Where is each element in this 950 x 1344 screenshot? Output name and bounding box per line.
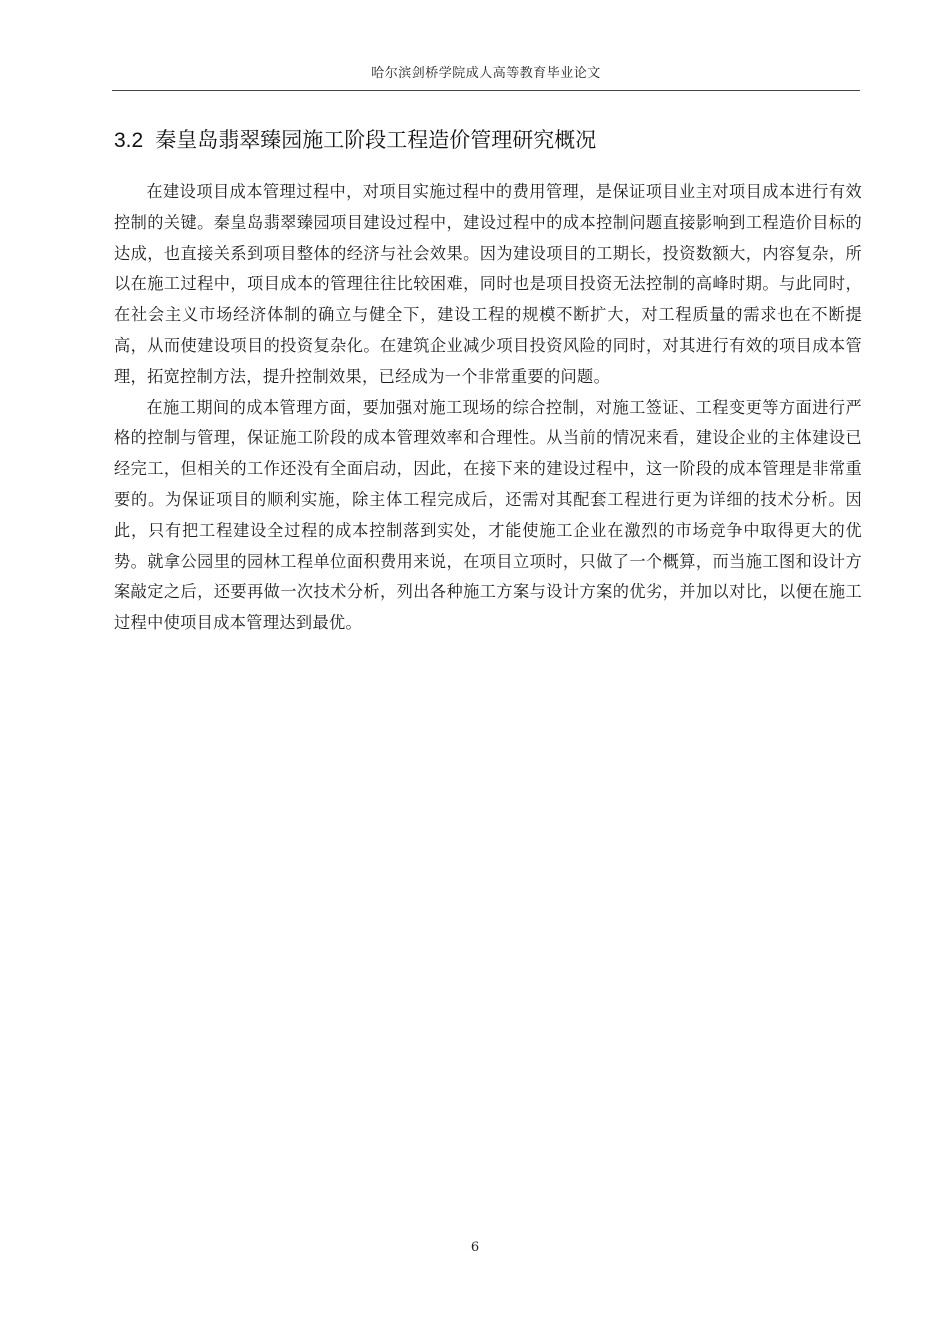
section-number: 3.2 bbox=[114, 129, 144, 152]
section-title: 秦皇岛翡翠臻园施工阶段工程造价管理研究概况 bbox=[155, 128, 597, 152]
main-content bbox=[114, 118, 862, 639]
running-title: 哈尔滨剑桥学院成人高等教育毕业论文 bbox=[371, 66, 601, 81]
body-paragraph: 在建设项目成本管理过程中，对项目实施过程中的费用管理，是保证项目业主对项目成本进行有效控制的关键。秦皇岛翡翠臻园项目建设过程中，建设过程中的成本控制问题直接影响到工程造价目标的达成，也直接关系到项目整体的经济与社会效果。因为建设项目的工期长，投资数额大，内容复杂，所以在施工过程中，项目成本的管理往往比较困难，同时也是项目投资无法控制的高峰时期。与此同时，在社会主义市场经济体制的确立与健全下，建设工程的规模不断扩大，对工程质量的需求也在不断提高，从而使建设项目的投资复杂化。在建筑企业减少项目投资风险的同时，对其进行有效的项目成本管理，拓宽控制方法，提升控制效果，已经成为一个非常重要的问题。 bbox=[114, 182, 862, 386]
page-header bbox=[112, 62, 860, 91]
body-paragraph: 在施工期间的成本管理方面，要加强对施工现场的综合控制，对施工签证、工程变更等方面进行严格的控制与管理，保证施工阶段的成本管理效率和合理性。从当前的情况来看，建设企业的主体建设已经完工，但相关的工作还没有全面启动，因此，在接下来的建设过程中，这一阶段的成本管理是非常重要的。为保证项目的顺利实施，除主体工程完成后，还需对其配套工程进行更为详细的技术分析。因此，只有把工程建设全过程的成本控制落到实处，才能使施工企业在激烈的市场竞争中取得更大的优势。就拿公园里的园林工程单位面积费用来说，在项目立项时，只做了一个概算，而当施工图和设计方案敲定之后，还要再做一次技术分析，列出各种施工方案与设计方案的优劣，并加以对比，以便在施工过程中使项目成本管理达到最优。 bbox=[114, 397, 862, 633]
page-number: 6 bbox=[470, 1240, 480, 1255]
page-footer bbox=[0, 1238, 950, 1258]
section-heading bbox=[114, 118, 862, 163]
